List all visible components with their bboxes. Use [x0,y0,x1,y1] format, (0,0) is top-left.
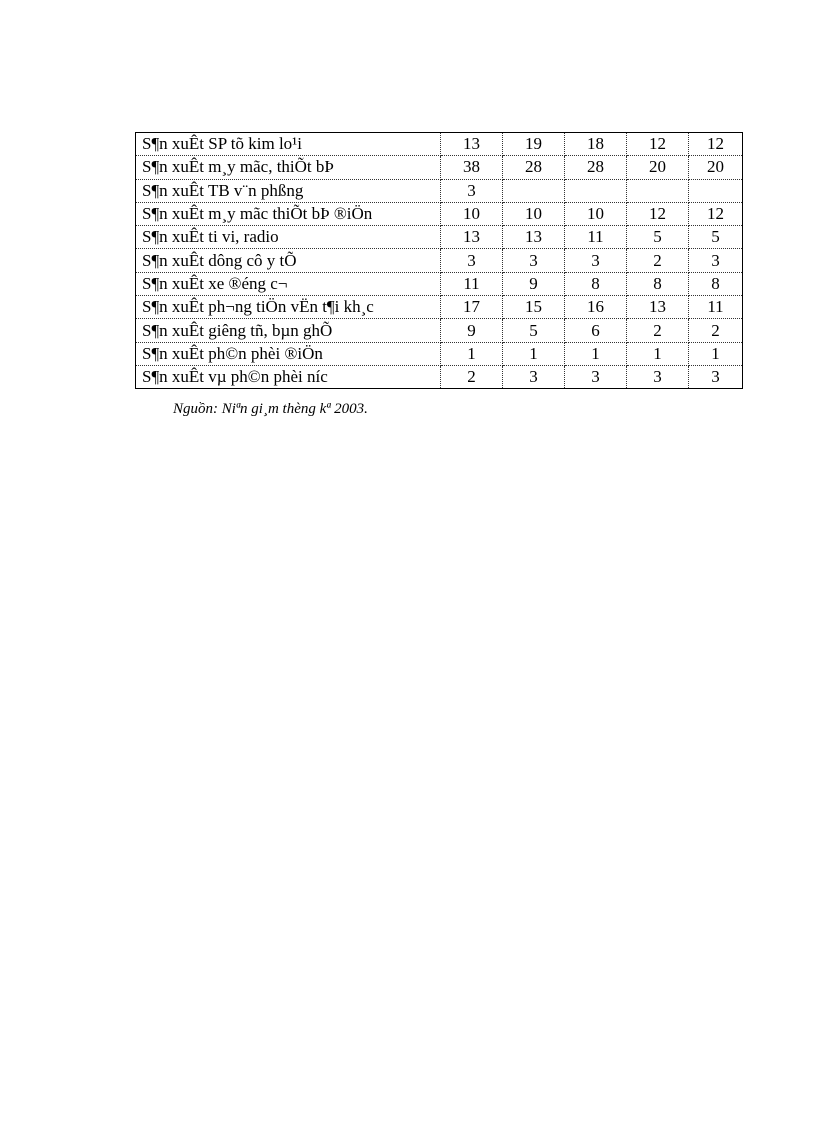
row-value: 2 [627,249,689,272]
table-row [136,226,743,249]
row-value: 2 [441,365,503,388]
row-value: 3 [503,365,565,388]
row-value: 17 [441,296,503,319]
row-value: 6 [565,319,627,342]
row-value: 3 [565,365,627,388]
row-value: 38 [441,156,503,179]
table-row [136,249,743,272]
row-label: S¶n xuÊt TB v¨n phßng [136,179,441,202]
row-label: S¶n xuÊt ti vi, radio [136,226,441,249]
row-value: 9 [503,272,565,295]
row-value: 3 [689,365,743,388]
row-value: 3 [503,249,565,272]
row-label: S¶n xuÊt giêng tñ, bµn ghÕ [136,319,441,342]
row-value: 18 [565,133,627,156]
table-row [136,133,743,156]
row-value: 20 [627,156,689,179]
row-value [503,179,565,202]
table-row [136,156,743,179]
row-label: S¶n xuÊt vµ ph©n phèi níc [136,365,441,388]
table-row [136,202,743,225]
row-value: 12 [627,202,689,225]
row-label: S¶n xuÊt m¸y mãc thiÕt bÞ ®iÖn [136,202,441,225]
row-value: 2 [689,319,743,342]
table-row [136,179,743,202]
statistics-table [135,132,743,389]
row-value: 13 [503,226,565,249]
row-value: 28 [565,156,627,179]
row-value: 5 [627,226,689,249]
row-value: 3 [627,365,689,388]
table-row [136,342,743,365]
row-value: 13 [441,133,503,156]
row-label: S¶n xuÊt xe ®éng c¬ [136,272,441,295]
row-value: 20 [689,156,743,179]
row-value: 12 [689,133,743,156]
row-value: 8 [565,272,627,295]
row-label: S¶n xuÊt dông cô y tÕ [136,249,441,272]
row-value: 3 [441,249,503,272]
row-value: 1 [565,342,627,365]
row-value: 3 [689,249,743,272]
row-value: 8 [627,272,689,295]
row-value: 10 [565,202,627,225]
table-row [136,272,743,295]
table-row [136,365,743,388]
row-value: 16 [565,296,627,319]
statistics-table-body [136,133,743,389]
row-value: 19 [503,133,565,156]
row-value: 1 [627,342,689,365]
row-value: 2 [627,319,689,342]
row-label: S¶n xuÊt m¸y mãc, thiÕt bÞ [136,156,441,179]
table-row [136,319,743,342]
row-value: 8 [689,272,743,295]
row-value [565,179,627,202]
row-value: 1 [503,342,565,365]
row-value: 5 [503,319,565,342]
row-value: 15 [503,296,565,319]
row-label: S¶n xuÊt ph¬ng tiÖn vËn t¶i kh¸c [136,296,441,319]
row-value: 5 [689,226,743,249]
source-note: Nguồn: Niªn gi¸m thèng kª 2003. [173,401,368,417]
row-value: 13 [441,226,503,249]
row-value: 13 [627,296,689,319]
row-label: S¶n xuÊt SP tõ kim lo¹i [136,133,441,156]
row-value: 12 [627,133,689,156]
row-value: 1 [689,342,743,365]
row-value [689,179,743,202]
row-value [627,179,689,202]
row-value: 11 [689,296,743,319]
row-value: 9 [441,319,503,342]
row-label: S¶n xuÊt ph©n phèi ®iÖn [136,342,441,365]
row-value: 1 [441,342,503,365]
row-value: 3 [565,249,627,272]
row-value: 11 [441,272,503,295]
row-value: 10 [503,202,565,225]
row-value: 12 [689,202,743,225]
table-row [136,296,743,319]
row-value: 28 [503,156,565,179]
row-value: 11 [565,226,627,249]
row-value: 10 [441,202,503,225]
row-value: 3 [441,179,503,202]
